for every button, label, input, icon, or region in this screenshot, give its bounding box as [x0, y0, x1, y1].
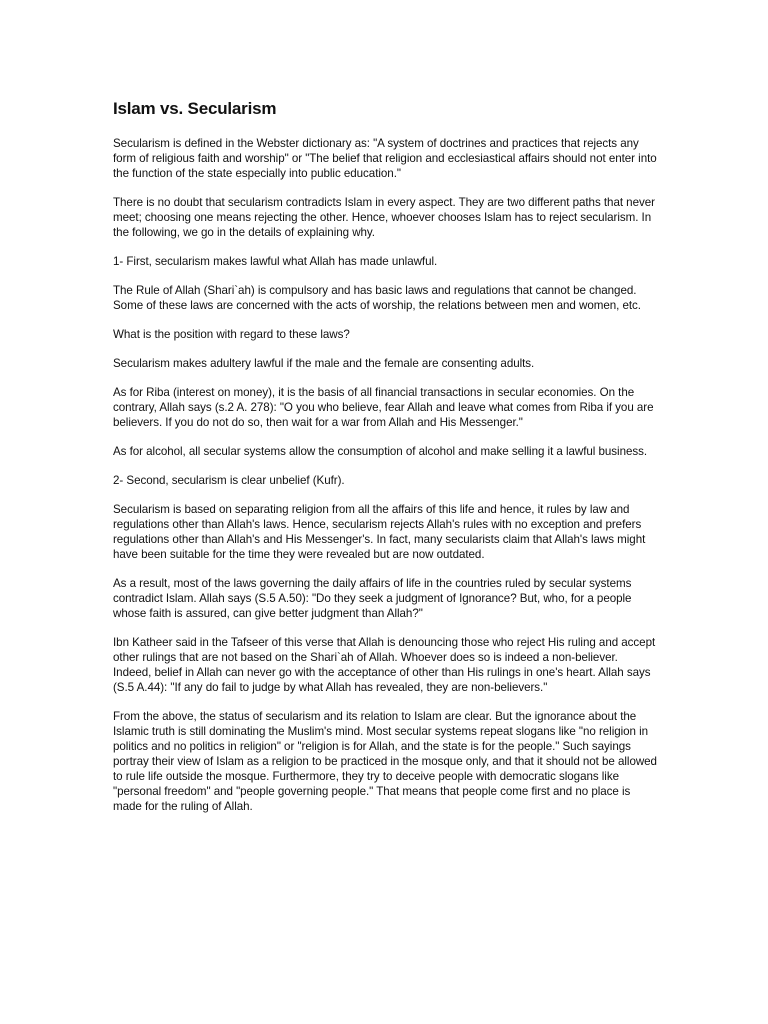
paragraph-rule-of-allah: The Rule of Allah (Shari`ah) is compulsory and has basic laws and regulations that cannot be changed. Some of these laws are concerned with the acts of worship, the relations between men and women, etc. [113, 284, 641, 312]
paragraph-riba: As for Riba (interest on money), it is the basis of all financial transactions in secular economies. On the contrary, Allah says (s.2 A. 278): "O you who believe, fear Allah and leave what comes from Riba if you are believers. If you do not do so, then wait for a war from Allah and His Messenger." [113, 386, 654, 429]
paragraph-alcohol: As for alcohol, all secular systems allow the consumption of alcohol and make selling it a lawful business. [113, 445, 648, 458]
paragraph-question: What is the position with regard to these laws? [113, 328, 350, 341]
paragraph-point-two: 2- Second, secularism is clear unbelief (Kufr). [113, 474, 345, 487]
paragraph-conclusion: From the above, the status of secularism and its relation to Islam are clear. But the ignorance about the Islamic truth is still dominating the Muslim's mind. Most secular systems repeat slogans like "no religion in politics and no politics in religion" or "religion is for Allah, and the state is for the people." Such sayings portray their view of Islam as a religion to be practiced in the mosque only, and that it should not be allowed to rule life outside the mosque. Furthermore, they try to deceive people with democratic slogans like "personal freedom" and "people governing people." That means that people come first and no place is made for the ruling of Allah. [113, 710, 657, 813]
paragraph-ibn-katheer: Ibn Katheer said in the Tafseer of this verse that Allah is denouncing those who reject His ruling and accept other rulings that are not based on the Shari`ah of Allah. Whoever does so is indeed a non-believer. Indeed, belief in Allah can never go with the acceptance of other than His rulings in one's heart. Allah says (S.5 A.44): "If any do fail to judge by what Allah has revealed, they are non-believers." [113, 636, 656, 694]
paragraph-result: As a result, most of the laws governing the daily affairs of life in the countries ruled by secular systems contradict Islam. Allah says (S.5 A.50): "Do they seek a judgment of Ignorance? But, who, for a people whose faith is assured, can give better judgment than Allah?" [113, 577, 632, 620]
paragraph-adultery: Secularism makes adultery lawful if the male and the female are consenting adults. [113, 357, 535, 370]
paragraph-definition: Secularism is defined in the Webster dictionary as: "A system of doctrines and practices that rejects any form of religious faith and worship" or "The belief that religion and ecclesiastical affairs should not enter into the function of the state especially into public education." [113, 137, 657, 180]
paragraph-contradiction: There is no doubt that secularism contradicts Islam in every aspect. They are two different paths that never meet; choosing one means rejecting the other. Hence, whoever chooses Islam has to reject secularism. In the following, we go in the details of explaining why. [113, 196, 655, 239]
document-page [113, 98, 658, 828]
paragraph-point-one: 1- First, secularism makes lawful what Allah has made unlawful. [113, 255, 438, 268]
document-title: Islam vs. Secularism [113, 99, 277, 118]
paragraph-separation: Secularism is based on separating religion from all the affairs of this life and hence, it rules by law and regulations other than Allah's laws. Hence, secularism rejects Allah's rules with no exception and prefers regulations other than Allah's and His Messenger's. In fact, many secularists claim that Allah's laws might have been suitable for the time they were revealed but are now outdated. [113, 503, 646, 561]
